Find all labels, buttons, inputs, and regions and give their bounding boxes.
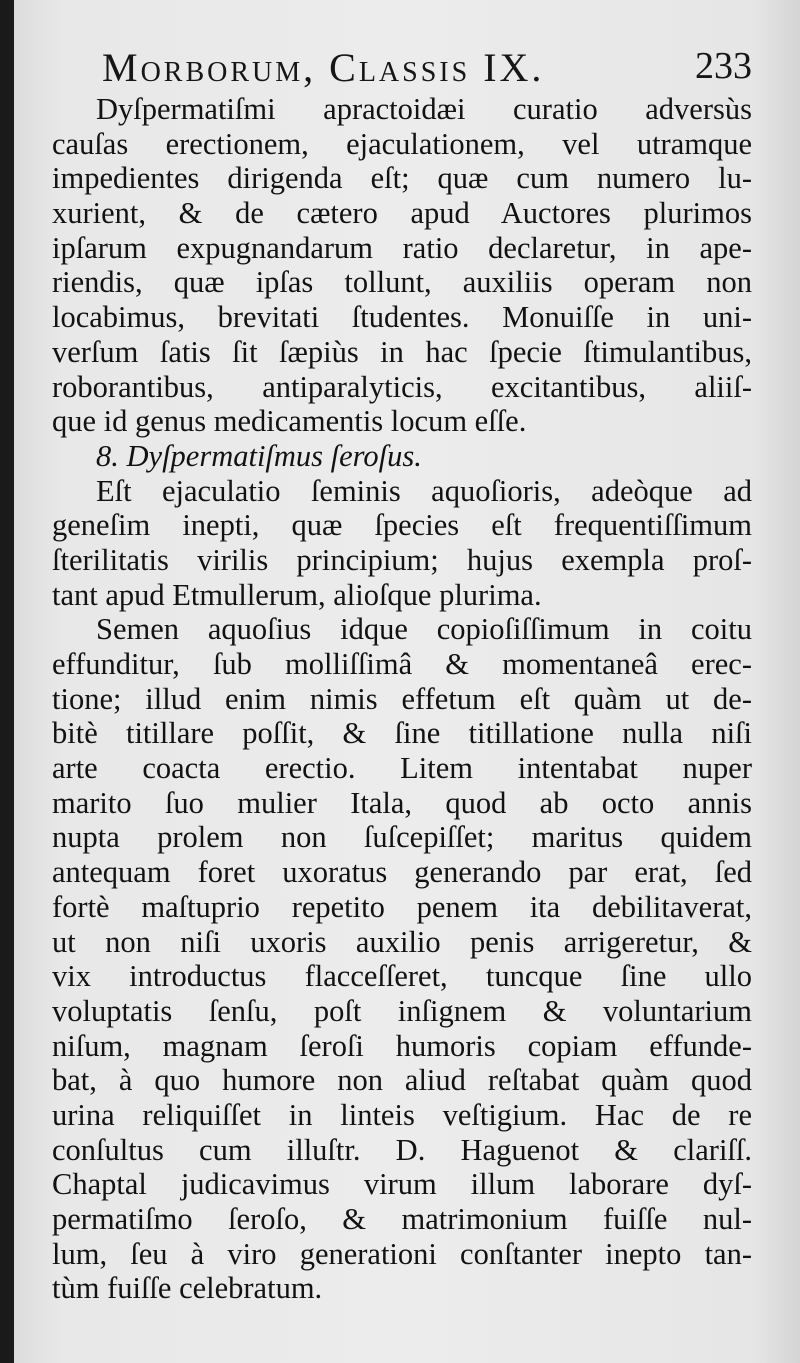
text-line: antequam foret uxoratus generando par erat, ſed — [52, 855, 752, 890]
text-line: marito ſuo mulier Itala, quod ab octo annis — [52, 785, 752, 820]
text-line: Chaptal judicavimus virum illum laborare dyſ- — [52, 1167, 752, 1202]
text-line: ipſarum expugnandarum ratio declaretur, in ape- — [52, 230, 752, 265]
text-line: permatiſmo ſeroſo, & matrimonium fuiſſe nul- — [52, 1202, 752, 1236]
text-line: lum, ſeu à viro generationi conſtanter inepto tan- — [52, 1236, 752, 1271]
text-line: que id genus medicamentis locum eſſe. — [52, 404, 527, 439]
text-line: niſum, magnam ſeroſi humoris copiam effunde- — [52, 1028, 752, 1063]
text-line: vix introductus flacceſſeret, tuncque ſine ullo — [52, 959, 752, 994]
text-line: tione; illud enim nimis effetum eſt quàm ut de- — [52, 681, 752, 716]
text-line: voluptatis ſenſu, poſt inſignem & voluntarium — [52, 993, 752, 1028]
text-line: bat, à quo humore non aliud reſtabat quàm quod — [52, 1063, 752, 1098]
running-header — [102, 44, 752, 94]
text-line: effunditur, ſub molliſſimâ & momentaneâ erec- — [52, 647, 752, 681]
text-line: urina reliquiſſet in linteis veſtigium. Hac de re — [52, 1097, 752, 1132]
text-line: nupta prolem non ſuſcepiſſet; maritus quidem — [52, 820, 752, 855]
text-line: xurient, & de cætero apud Auctores plurimos — [52, 196, 752, 231]
text-line: impedientes dirigenda eſt; quæ cum numero lu- — [52, 161, 752, 196]
text-line: Dyſpermatiſmi apractoidæi curatio adversùs — [96, 92, 752, 126]
text-line: Eſt ejaculatio ſeminis aquoſioris, adeòque ad — [96, 473, 752, 508]
text-line: cauſas erectionem, ejaculationem, vel utramque — [52, 126, 752, 161]
text-line: verſum ſatis ſit ſæpiùs in hac ſpecie ſtimulantibus, — [52, 334, 752, 369]
text-line: ſterilitatis virilis principium; hujus exempla proſ- — [52, 542, 752, 577]
text-line: fortè maſtuprio repetito penem ita debilitaverat, — [52, 889, 752, 924]
running-title: Morborum, Classis IX. — [102, 45, 545, 90]
book-page — [14, 0, 800, 1363]
page-number: 233 — [695, 45, 752, 87]
text-line: roborantibus, antiparalyticis, excitantibus, aliiſ- — [52, 369, 752, 404]
text-line: ut non niſi uxoris auxilio penis arrigeretur, & — [52, 924, 752, 959]
text-line: locabimus, brevitati ſtudentes. Monuiſſe in uni- — [52, 300, 752, 335]
text-line: tùm fuiſſe celebratum. — [52, 1271, 323, 1306]
section-heading: 8. Dyſpermatiſmus ſeroſus. — [96, 438, 422, 473]
text-line: riendis, quæ ipſas tollunt, auxiliis operam non — [52, 265, 752, 300]
text-line: arte coacta erectio. Litem intentabat nuper — [52, 751, 752, 786]
text-line: geneſim inepti, quæ ſpecies eſt frequentiſſimum — [52, 508, 752, 543]
text-line: Semen aquoſius idque copioſiſſimum in coitu — [96, 612, 752, 647]
text-line: conſultus cum illuſtr. D. Haguenot & clariſſ. — [52, 1132, 752, 1167]
text-line: bitè titillare poſſit, & ſine titillatione nulla niſi — [52, 716, 752, 751]
text-line: tant apud Etmullerum, alioſque plurima. — [52, 577, 542, 612]
body-text — [52, 92, 752, 1306]
